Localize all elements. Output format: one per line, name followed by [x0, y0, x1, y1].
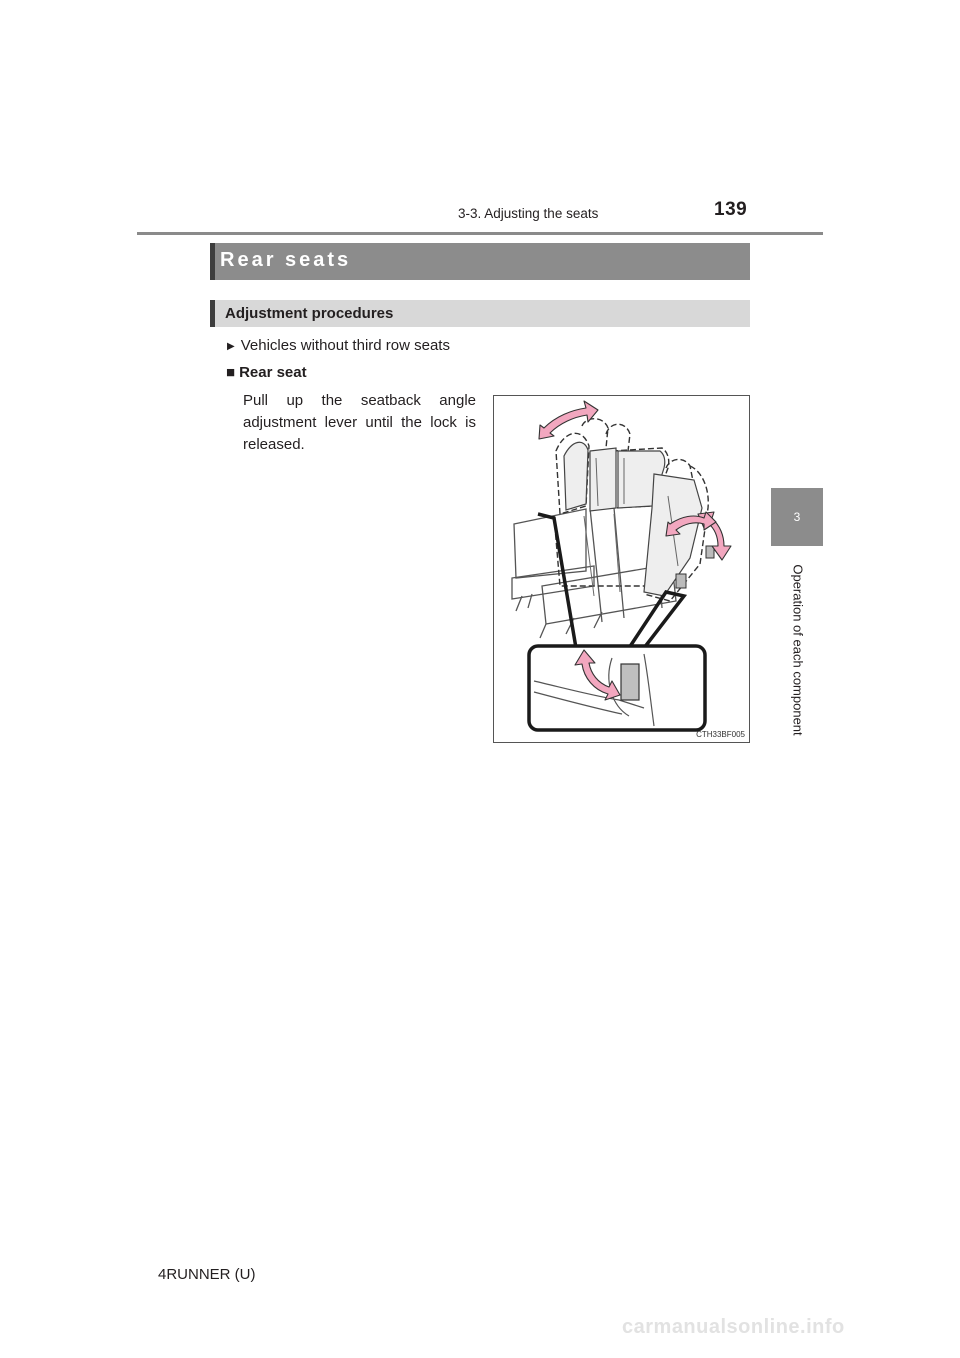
vehicle-condition-text: Vehicles without third row seats — [240, 337, 450, 354]
chapter-tab — [771, 488, 823, 546]
chapter-title: Operation of each component — [790, 564, 806, 736]
subsection-title: Adjustment procedures — [225, 305, 394, 322]
rear-seat-drawing — [494, 396, 750, 743]
chapter-number: 3 — [793, 510, 801, 524]
procedure-heading-line — [226, 364, 307, 381]
square-bullet-icon: ■ — [226, 364, 236, 381]
figure-caption: CTH33BF005 — [696, 730, 745, 739]
footer-model: 4RUNNER (U) — [158, 1266, 256, 1283]
vehicle-condition-line — [227, 337, 450, 354]
watermark: carmanualsonline.info — [622, 1316, 845, 1338]
triangle-bullet-icon: ▶ — [227, 341, 235, 352]
chapter-title-vertical — [770, 550, 826, 750]
subsection-bar — [210, 300, 750, 327]
section-title-bar — [210, 243, 750, 280]
procedure-heading: Rear seat — [239, 364, 307, 381]
rear-seat-illustration — [493, 395, 750, 743]
section-title: Rear seats — [220, 249, 352, 271]
section-reference: 3-3. Adjusting the seats — [458, 206, 599, 221]
procedure-body: Pull up the seatback angle adjustment lever until the lock is released. — [243, 392, 476, 453]
page-number: 139 — [714, 199, 748, 220]
header-rule — [137, 232, 823, 235]
